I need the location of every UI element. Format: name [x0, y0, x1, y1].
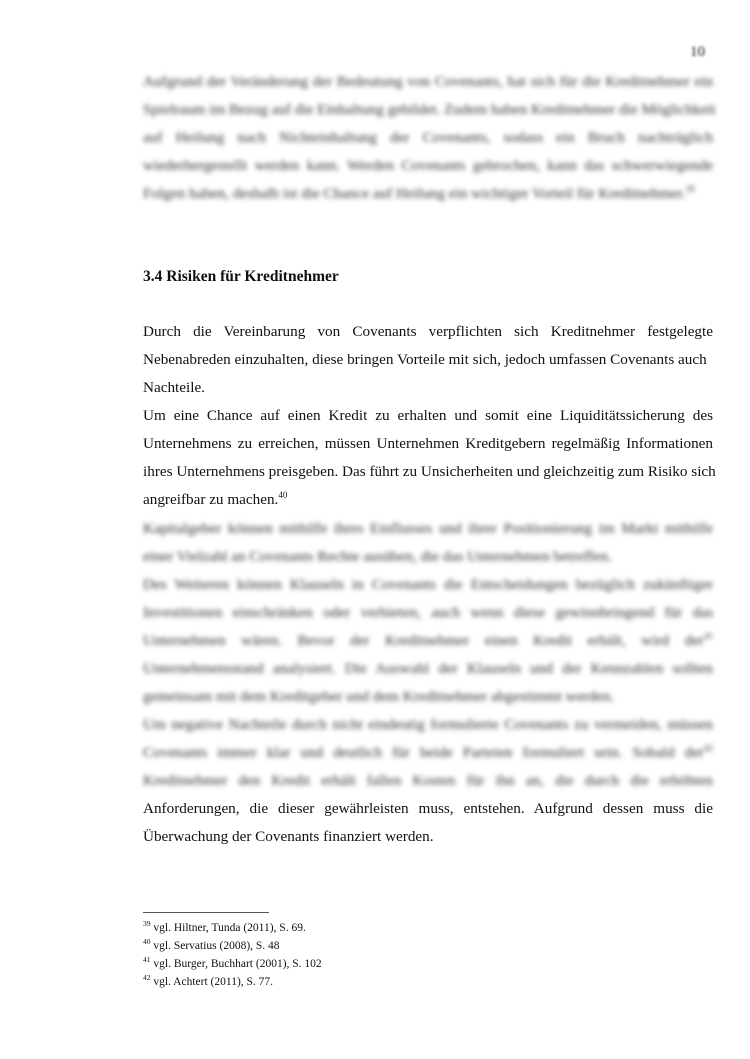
footnote-reference: 39 — [685, 183, 695, 194]
footnote-separator — [143, 912, 269, 913]
footnote-number: 41 — [143, 955, 151, 965]
footnote-number: 42 — [143, 973, 151, 983]
footnote-text: vgl. Hiltner, Tunda (2011), S. 69. — [150, 922, 306, 934]
footnote-number: 40 — [143, 937, 151, 947]
text-line — [143, 627, 713, 655]
text-line-content: einer Vielzahl an Covenants Rechte ausüben, die das Unternehmen betreffen. — [143, 548, 612, 565]
text-line — [143, 543, 713, 571]
text-line-content: gemeinsam mit dem Kreditgeber und dem Kreditnehmer abgestimmt werden. — [143, 688, 615, 705]
footnote-number: 39 — [143, 919, 151, 929]
text-line-content: ihres Unternehmens preisgeben. Das führt zu Unsicherheiten und gleichzeitig zum Risiko sich — [143, 463, 716, 480]
text-line-content: Investitionen einschränken oder verbieten, auch wenn diese gewinnbringend für das — [143, 604, 713, 621]
text-line-content: Unternehmen wären. Bevor der Kreditnehmer einen Kredit erhält, wird der — [143, 632, 704, 649]
text-line — [143, 571, 713, 599]
text-line — [143, 346, 713, 374]
text-line — [143, 655, 713, 683]
text-line-content: Unternehmens zu erreichen, müssen Unternehmen Kreditgebern regelmäßig Informationen — [143, 435, 713, 452]
footnote-reference: 41 — [704, 630, 713, 641]
text-line-content: Nachteile. — [143, 379, 205, 396]
text-line-content: Des Weiteren können Klauseln in Covenants die Entscheidungen bezüglich zukünftiger — [143, 576, 713, 593]
text-line — [143, 599, 713, 627]
text-line — [143, 96, 716, 124]
text-line — [143, 683, 713, 711]
text-line — [143, 767, 713, 795]
text-line-content: Anforderungen, die dieser gewährleisten muss, entstehen. Aufgrund dessen muss die — [143, 800, 713, 817]
text-line — [143, 152, 713, 180]
text-line — [143, 823, 713, 851]
footnote-42 — [143, 974, 273, 990]
text-line-content: Um negative Nachteile durch nicht eindeutig formulierte Covenants zu vermeiden, müssen — [143, 716, 713, 733]
text-line-content: Überwachung der Covenants finanziert werden. — [143, 828, 434, 845]
text-line-content: Covenants immer klar und deutlich für beide Parteien formuliert sein. Sobald der — [143, 744, 704, 761]
text-line — [143, 430, 713, 458]
text-line — [143, 486, 713, 514]
footnote-39 — [143, 920, 306, 936]
text-line-content: Um eine Chance auf einen Kredit zu erhalten und somit eine Liquiditätssicherung des — [143, 407, 713, 424]
text-line-content: Aufgrund der Veränderung der Bedeutung von Covenants, hat sich für die Kreditnehmer ein — [143, 73, 713, 90]
text-line — [143, 458, 716, 486]
text-line — [143, 68, 713, 96]
text-line — [143, 402, 713, 430]
text-line — [143, 515, 713, 543]
text-line — [143, 795, 713, 823]
text-line-content: Kreditnehmer den Kredit erhält fallen Kosten für ihn an, die durch die erhöhten — [143, 772, 713, 789]
text-line-content: wiederhergestellt werden kann. Werden Covenants gebrochen, kann das schwerwiegende — [143, 157, 713, 174]
footnote-text: vgl. Servatius (2008), S. 48 — [150, 940, 280, 952]
text-line — [143, 711, 713, 739]
text-line — [143, 318, 713, 346]
footnote-text: vgl. Burger, Buchhart (2001), S. 102 — [150, 958, 322, 970]
text-line-content: Kapitalgeber können mithilfe ihres Einflusses und ihrer Positionierung im Markt mithilfe — [143, 520, 713, 537]
text-line — [143, 739, 713, 767]
footnote-41 — [143, 956, 322, 972]
text-line — [143, 374, 713, 402]
text-line-content: Durch die Vereinbarung von Covenants verpflichten sich Kreditnehmer festgelegte — [143, 323, 713, 340]
text-line-content: Folgen haben, deshalb ist die Chance auf Heilung ein wichtiger Vorteil für Kreditnehmer. — [143, 185, 686, 202]
section-heading: 3.4 Risiken für Kreditnehmer — [143, 268, 339, 285]
text-line — [143, 180, 713, 208]
text-line-content: Spielraum im Bezug auf die Einhaltung gebildet. Zudem haben Kreditnehmer die Möglichkeit — [143, 101, 716, 118]
text-line-content: angreifbar zu machen. — [143, 491, 279, 508]
footnote-reference: 42 — [704, 742, 713, 753]
text-line-content: auf Heilung nach Nichteinhaltung der Covenants, sodass ein Bruch nachträglich — [143, 129, 713, 146]
footnote-reference: 40 — [278, 489, 288, 500]
text-line — [143, 124, 713, 152]
page-number: 10 — [690, 44, 705, 60]
text-line-content: Unternehmensstand analysiert. Die Auswahl der Klauseln und der Kennzahlen sollten — [143, 660, 713, 677]
footnote-40 — [143, 938, 280, 954]
footnote-text: vgl. Achtert (2011), S. 77. — [150, 976, 274, 988]
text-line-content: Nebenabreden einzuhalten, diese bringen Vorteile mit sich, jedoch umfassen Covenants auch — [143, 351, 707, 368]
